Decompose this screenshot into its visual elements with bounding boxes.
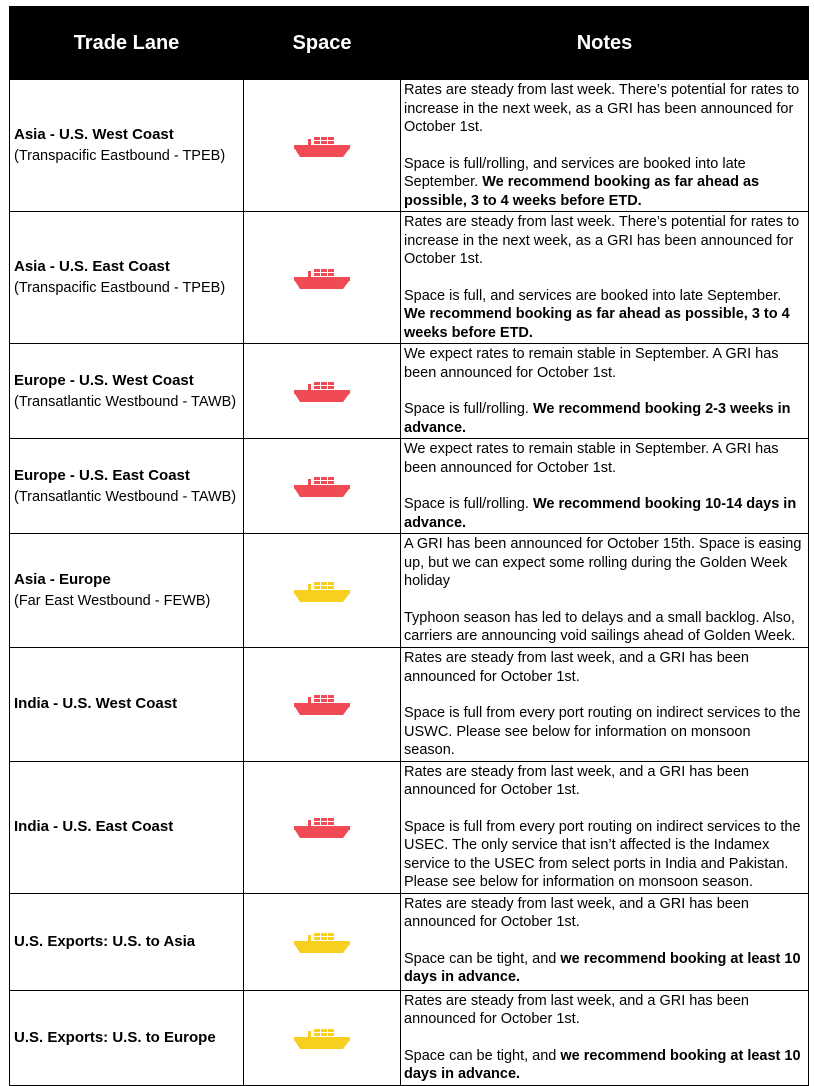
- header-trade-lane: Trade Lane: [10, 7, 244, 80]
- table-row: [10, 761, 809, 893]
- lane-cell: [10, 439, 244, 534]
- note-recommendation: We recommend booking 10-14 days in advance.: [404, 496, 797, 531]
- space-cell: [244, 893, 401, 990]
- note-space-text: Space is full from every port routing on indirect services to the USWC. Please see below for information on monsoon season.: [404, 705, 801, 758]
- notes-cell: [401, 344, 809, 439]
- note-rates: We expect rates to remain stable in September. A GRI has been announced for October 1st.: [404, 441, 779, 476]
- lane-subtitle: (Transatlantic Westbound - TAWB): [14, 488, 237, 505]
- table-header-row: [10, 7, 809, 80]
- table-row: [10, 534, 809, 648]
- header-space: Space: [244, 7, 401, 80]
- container-ship-icon: [294, 137, 350, 154]
- note-space-text: Space is full/rolling.: [404, 401, 533, 417]
- lane-name: Asia - U.S. West Coast: [14, 126, 174, 143]
- notes-cell: [401, 761, 809, 893]
- note-space: [404, 400, 805, 437]
- table-row: [10, 439, 809, 534]
- note-rates: Rates are steady from last week, and a GRI has been announced for October 1st.: [404, 763, 749, 798]
- space-cell: [244, 439, 401, 534]
- header-notes: Notes: [401, 7, 809, 80]
- note-recommendation: We recommend booking 2-3 weeks in advance.: [404, 401, 791, 436]
- space-cell: [244, 648, 401, 762]
- lane-cell: [10, 212, 244, 344]
- lane-subtitle: (Transpacific Eastbound - TPEB): [14, 148, 226, 164]
- container-ship-icon: [294, 269, 350, 286]
- note-rates: We expect rates to remain stable in September. A GRI has been announced for October 1st.: [404, 346, 779, 381]
- note-space-text: Space is full, and services are booked into late September.: [404, 287, 782, 304]
- lane-cell: [10, 761, 244, 893]
- note-space: [404, 155, 805, 211]
- lane-name: India - U.S. West Coast: [14, 695, 178, 713]
- lane-subtitle: (Far East Westbound - FEWB): [14, 593, 211, 609]
- note-rates: A GRI has been announced for October 15th. Space is easing up, but we can expect some rolling during the Golden Week holiday: [404, 536, 802, 589]
- container-ship-icon: [294, 818, 350, 835]
- container-ship-icon: [294, 382, 350, 399]
- note-rates: Rates are steady from last week, and a GRI has been announced for October 1st.: [404, 992, 749, 1027]
- space-cell: [244, 80, 401, 212]
- lane-name: U.S. Exports: U.S. to Asia: [14, 932, 196, 950]
- note-space-text: Space can be tight, and: [404, 950, 561, 967]
- note-space-text: Space is full/rolling.: [404, 496, 533, 512]
- note-space: [404, 818, 805, 892]
- space-cell: [244, 344, 401, 439]
- lane-name: U.S. Exports: U.S. to Europe: [14, 1028, 216, 1046]
- note-recommendation: we recommend booking at least 10 days in advance.: [404, 950, 801, 985]
- note-recommendation: We recommend booking as far ahead as possible, 3 to 4 weeks before ETD.: [404, 174, 760, 209]
- note-space: [404, 609, 805, 646]
- note-space-text: Space can be tight, and: [404, 1047, 561, 1064]
- space-cell: [244, 761, 401, 893]
- notes-cell: [401, 893, 809, 990]
- table-row: [10, 648, 809, 762]
- notes-cell: [401, 990, 809, 1085]
- note-rates: Rates are steady from last week. There’s potential for rates to increase in the next week, as a GRI has been announced for October 1st.: [404, 214, 800, 267]
- lane-name: Asia - U.S. East Coast: [14, 258, 170, 275]
- notes-cell: [401, 80, 809, 212]
- note-rates: Rates are steady from last week, and a GRI has been announced for October 1st.: [404, 895, 749, 930]
- lane-cell: [10, 344, 244, 439]
- note-recommendation: We recommend booking as far ahead as possible, 3 to 4 weeks before ETD.: [404, 306, 790, 341]
- space-cell: [244, 534, 401, 648]
- lane-name: Europe - U.S. East Coast: [14, 466, 190, 484]
- lane-cell: [10, 990, 244, 1085]
- note-space: [404, 950, 805, 987]
- note-space: [404, 287, 805, 343]
- table-row: [10, 344, 809, 439]
- lane-cell: [10, 648, 244, 762]
- table-row: [10, 80, 809, 212]
- notes-cell: [401, 648, 809, 762]
- lane-subtitle: (Transpacific Eastbound - TPEB): [14, 280, 226, 296]
- lane-cell: [10, 893, 244, 990]
- container-ship-icon: [294, 1029, 350, 1046]
- notes-cell: [401, 439, 809, 534]
- lane-cell: [10, 534, 244, 648]
- container-ship-icon: [294, 582, 350, 599]
- container-ship-icon: [294, 933, 350, 950]
- notes-cell: [401, 212, 809, 344]
- table-row: [10, 893, 809, 990]
- note-space: [404, 1047, 805, 1084]
- note-space-text: Space is full/rolling, and services are booked into late September.: [404, 155, 746, 190]
- lane-name: India - U.S. East Coast: [14, 818, 174, 835]
- lane-subtitle: (Transatlantic Westbound - TAWB): [14, 393, 237, 410]
- table-row: [10, 212, 809, 344]
- note-rates: Rates are steady from last week. There’s potential for rates to increase in the next week, as a GRI has been announced for October 1st.: [404, 82, 800, 135]
- note-space-text: Space is full from every port routing on indirect services to the USEC. The only service that isn’t affected is the Indamex service to the USEC from select ports in India and Pakistan. Please see below for information on monsoon season.: [404, 818, 801, 890]
- note-rates: Rates are steady from last week, and a GRI has been announced for October 1st.: [404, 650, 749, 685]
- note-space: [404, 704, 805, 760]
- trade-lane-table: [9, 6, 809, 1086]
- lane-name: Europe - U.S. West Coast: [14, 371, 194, 389]
- note-space: [404, 495, 805, 532]
- table-row: [10, 990, 809, 1085]
- notes-cell: [401, 534, 809, 648]
- note-recommendation: we recommend booking at least 10 days in advance.: [404, 1047, 801, 1082]
- container-ship-icon: [294, 695, 350, 712]
- space-cell: [244, 990, 401, 1085]
- container-ship-icon: [294, 477, 350, 494]
- note-space-text: Typhoon season has led to delays and a small backlog. Also, carriers are announcing void sailings ahead of Golden Week.: [404, 609, 796, 644]
- lane-name: Asia - Europe: [14, 571, 111, 588]
- space-cell: [244, 212, 401, 344]
- lane-cell: [10, 80, 244, 212]
